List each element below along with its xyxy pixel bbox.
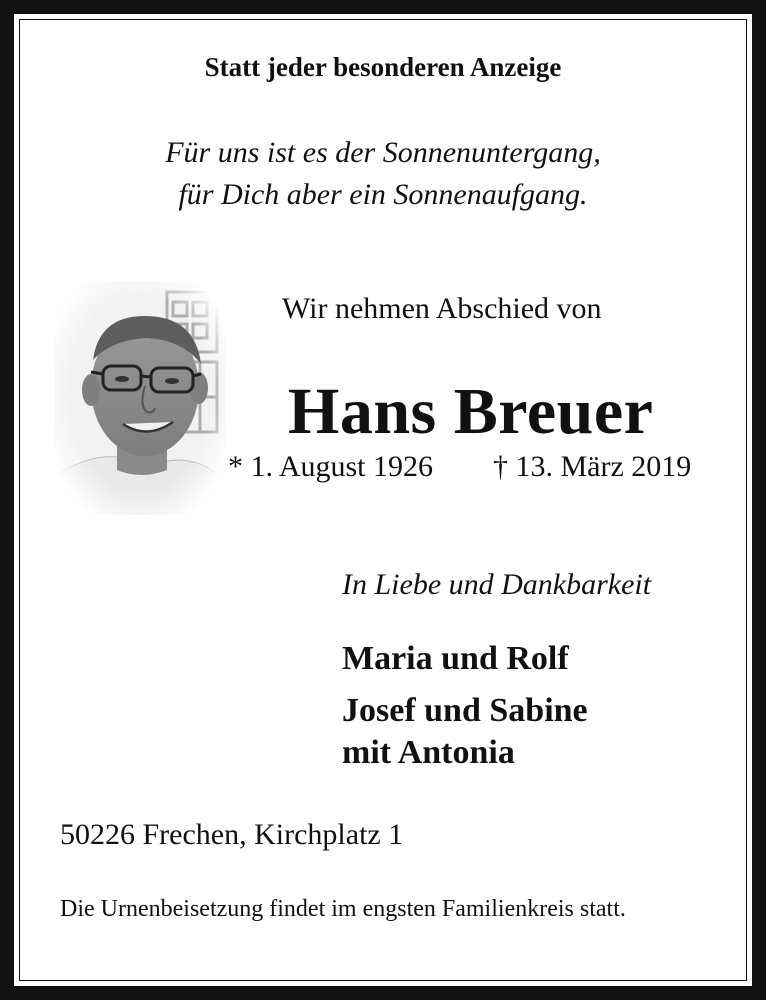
- mourner-line: mit Antonia: [342, 734, 515, 771]
- portrait-photo: [55, 282, 225, 514]
- mourner-line: Maria und Rolf: [342, 640, 569, 677]
- birth-date: * 1. August 1926: [228, 450, 434, 483]
- death-date: † 13. März 2019: [493, 450, 692, 483]
- notice-header: Statt jeder besonderen Anzeige: [204, 52, 562, 82]
- farewell-text: Wir nehmen Abschied von: [282, 292, 602, 325]
- motto-line-2: für Dich aber ein Sonnenaufgang.: [178, 178, 588, 211]
- mourner-line: Josef und Sabine: [342, 692, 588, 729]
- burial-note: Die Urnenbeisetzung findet im engsten Familienkreis statt.: [60, 896, 626, 922]
- gratitude-line: In Liebe und Dankbarkeit: [342, 568, 652, 601]
- family-address: 50226 Frechen, Kirchplatz 1: [60, 818, 404, 851]
- motto-line-1: Für uns ist es der Sonnenuntergang,: [165, 136, 601, 169]
- deceased-name: Hans Breuer: [288, 375, 654, 448]
